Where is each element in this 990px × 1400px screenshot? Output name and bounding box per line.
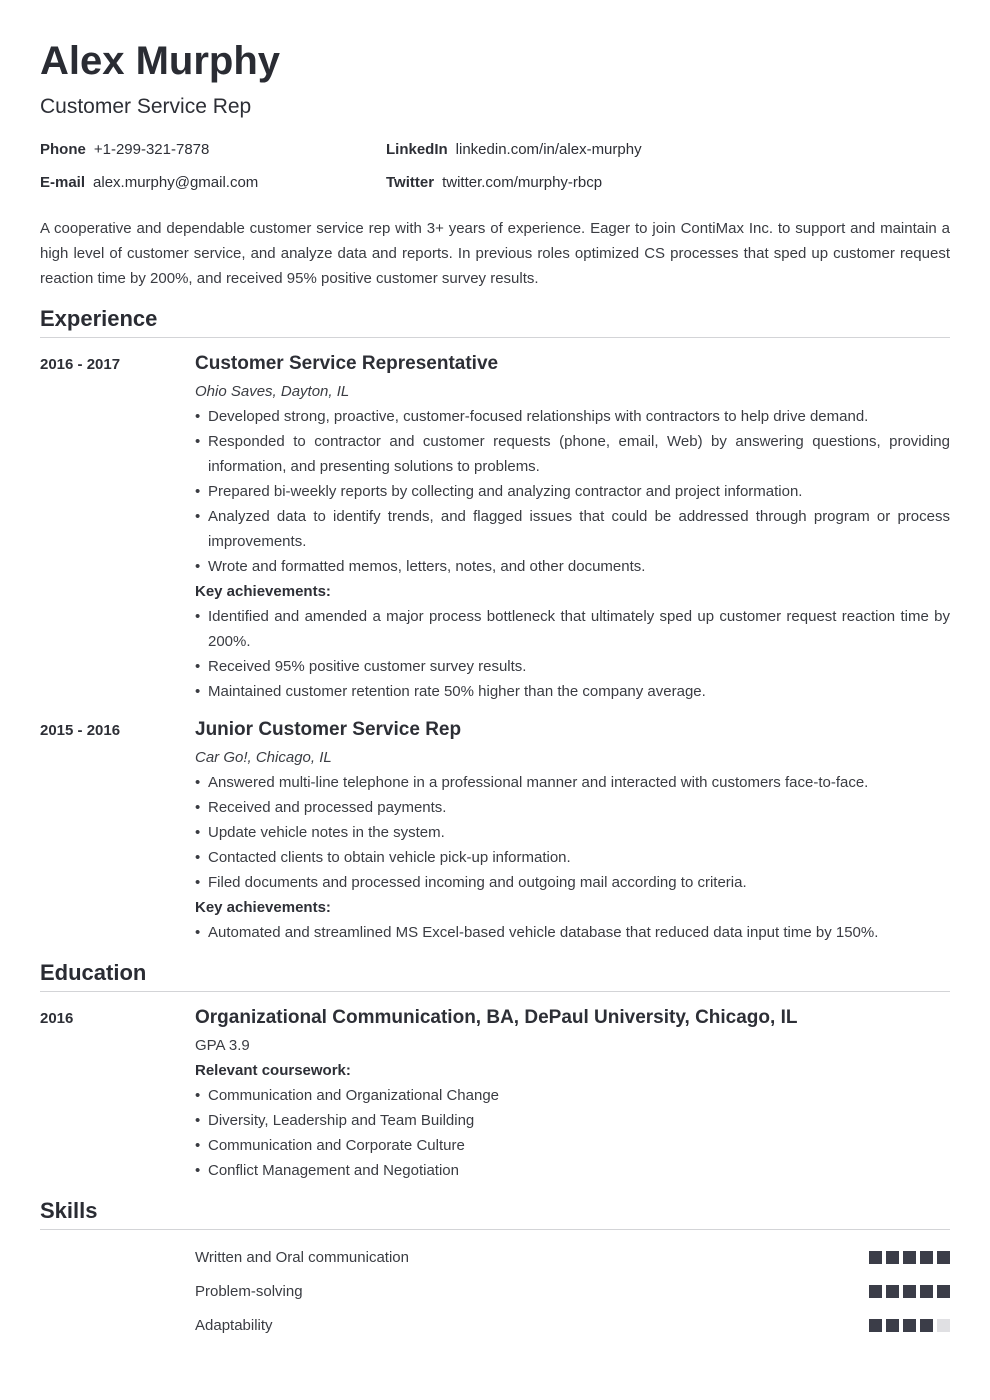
contact-label: Twitter: [386, 174, 435, 191]
list-item: • Analyzed data to identify trends, and flagged issues that could be addressed through program or process improvements.: [195, 504, 950, 554]
education-heading: Education: [40, 959, 950, 992]
job-duties-list: [195, 404, 950, 579]
list-item: • Prepared bi-weekly reports by collecting and analyzing contractor and project information.: [195, 479, 950, 504]
list-item: • Wrote and formatted memos, letters, notes, and other documents.: [195, 554, 950, 579]
skill-level-filled: [937, 1251, 950, 1264]
skill-name: Written and Oral communication: [195, 1248, 409, 1266]
skill-level-filled: [920, 1251, 933, 1264]
skill-level-filled: [903, 1285, 916, 1298]
list-item: • Conflict Management and Negotiation: [195, 1158, 950, 1183]
skill-level-filled: [903, 1319, 916, 1332]
education-entry: [40, 1005, 950, 1183]
key-achievements-label: Key achievements:: [195, 899, 331, 916]
job-role: Customer Service Representative: [195, 353, 499, 374]
job-dates: 2016 - 2017: [40, 356, 121, 373]
contact-label: LinkedIn: [386, 141, 448, 158]
skill-rating: [867, 1319, 950, 1332]
list-item: • Received 95% positive customer survey results.: [195, 654, 950, 679]
achievements-list: [195, 920, 950, 945]
list-item: • Identified and amended a major process bottleneck that ultimately sped up customer request reaction time by 200%.: [195, 604, 950, 654]
contact-label: Phone: [40, 141, 86, 158]
coursework-list: [195, 1083, 950, 1183]
list-item: • Filed documents and processed incoming and outgoing mail according to criteria.: [195, 870, 950, 895]
job-details: [195, 351, 950, 704]
skill-level-empty: [937, 1319, 950, 1332]
contact-value: alex.murphy@gmail.com: [93, 174, 259, 191]
skill-row: [40, 1274, 950, 1308]
skill-level-filled: [869, 1319, 882, 1332]
skill-rating: [867, 1251, 950, 1264]
education-gpa: GPA 3.9: [195, 1037, 250, 1054]
experience-heading: Experience: [40, 305, 950, 338]
candidate-name: Alex Murphy: [40, 39, 281, 83]
job-role: Junior Customer Service Rep: [195, 719, 462, 740]
contact-email: [40, 173, 386, 192]
list-item: • Answered multi-line telephone in a professional manner and interacted with customers face-to-face.: [195, 770, 950, 795]
key-achievements-label: Key achievements:: [195, 583, 331, 600]
education-date: 2016: [40, 1010, 74, 1027]
skill-level-filled: [920, 1319, 933, 1332]
contact-twitter: [386, 173, 786, 192]
contact-phone: [40, 140, 386, 159]
contact-linkedin: [386, 140, 786, 159]
list-item: • Automated and streamlined MS Excel-based vehicle database that reduced data input time by 150%.: [195, 920, 950, 945]
job-duties-list: [195, 770, 950, 895]
list-item: • Responded to contractor and customer requests (phone, email, Web) by answering questions, providing information, and presenting solutions to problems.: [195, 429, 950, 479]
job-entry: [40, 351, 950, 704]
list-item: • Maintained customer retention rate 50% higher than the company average.: [195, 679, 950, 704]
candidate-title: Customer Service Rep: [40, 95, 252, 118]
skills-list: [40, 1240, 950, 1342]
skill-row: [40, 1308, 950, 1342]
profile-summary: A cooperative and dependable customer service rep with 3+ years of experience. Eager to join ContiMax Inc. to support and maintain a high level of customer service, and analyze data and reports. In previous roles optimized CS processes that sped up customer request reaction time by 200%, and received 95% positive customer survey results.: [40, 220, 950, 287]
skill-level-filled: [869, 1285, 882, 1298]
skills-heading: Skills: [40, 1197, 950, 1230]
list-item: • Received and processed payments.: [195, 795, 950, 820]
job-details: [195, 717, 950, 945]
list-item: • Developed strong, proactive, customer-focused relationships with contractors to help drive demand.: [195, 404, 950, 429]
skill-level-filled: [886, 1251, 899, 1264]
job-company: Car Go!, Chicago, IL: [195, 749, 332, 766]
skill-level-filled: [886, 1285, 899, 1298]
skill-name: Problem-solving: [195, 1282, 303, 1300]
contact-value: +1-299-321-7878: [93, 141, 210, 158]
education-details: [195, 1005, 950, 1183]
education-degree: Organizational Communication, BA, DePaul University, Chicago, IL: [195, 1007, 798, 1028]
list-item: • Update vehicle notes in the system.: [195, 820, 950, 845]
skill-level-filled: [869, 1251, 882, 1264]
job-company: Ohio Saves, Dayton, IL: [195, 383, 350, 400]
job-dates: 2015 - 2016: [40, 722, 121, 739]
achievements-list: [195, 604, 950, 704]
skill-level-filled: [937, 1285, 950, 1298]
contact-label: E-mail: [40, 174, 86, 191]
job-entry: [40, 717, 950, 945]
contact-value: linkedin.com/in/alex-murphy: [455, 141, 642, 158]
skill-rating: [867, 1285, 950, 1298]
skill-level-filled: [886, 1319, 899, 1332]
list-item: • Communication and Organizational Change: [195, 1083, 950, 1108]
contact-value: twitter.com/murphy-rbcp: [442, 174, 603, 191]
list-item: • Communication and Corporate Culture: [195, 1133, 950, 1158]
skill-row: [40, 1240, 950, 1274]
list-item: • Contacted clients to obtain vehicle pick-up information.: [195, 845, 950, 870]
coursework-label: Relevant coursework:: [195, 1062, 351, 1079]
skill-level-filled: [903, 1251, 916, 1264]
skill-name: Adaptability: [195, 1316, 273, 1334]
list-item: • Diversity, Leadership and Team Building: [195, 1108, 950, 1133]
skill-level-filled: [920, 1285, 933, 1298]
contact-block: [40, 140, 950, 192]
